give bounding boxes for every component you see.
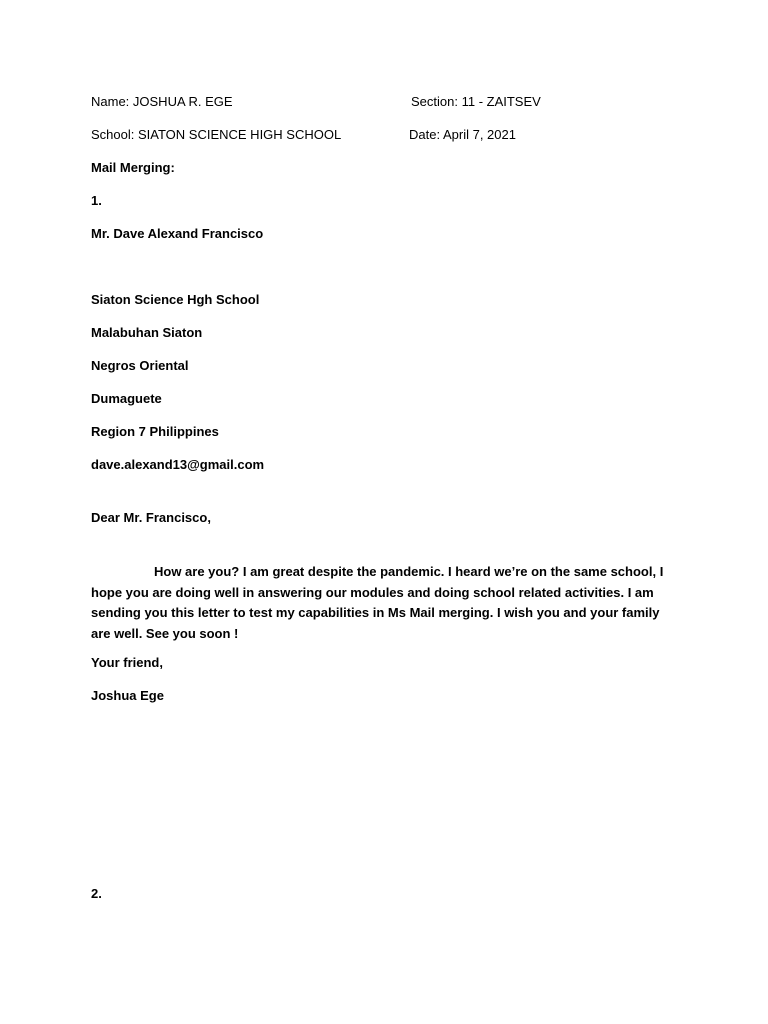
student-name: Name: JOSHUA R. EGE [91,94,233,109]
student-school: School: SIATON SCIENCE HIGH SCHOOL [91,127,342,142]
address-line-region: Region 7 Philippines [91,424,219,439]
address-line-school: Siaton Science Hgh School [91,292,260,307]
student-section: Section: 11 - ZAITSEV [411,94,541,109]
address-line-province: Negros Oriental [91,358,189,373]
recipient-name: Mr. Dave Alexand Francisco [91,226,264,241]
section-heading: Mail Merging: [91,160,175,175]
document-date: Date: April 7, 2021 [409,127,516,142]
closing: Your friend, [91,655,163,670]
item-number-2: 2. [91,886,102,901]
item-number-1: 1. [91,193,102,208]
salutation: Dear Mr. Francisco, [91,510,211,525]
address-line-barangay: Malabuhan Siaton [91,325,203,340]
signature-name: Joshua Ege [91,688,164,703]
letter-body: How are you? I am great despite the pandemic. I heard we’re on the same school, I hope you are doing well in answering our modules and doing school related activities. I am sending you this letter to test my capabilities in Ms Mail merging. I wish you and your family are well. See you soon ! [91,564,664,641]
address-line-city: Dumaguete [91,391,162,406]
recipient-email: dave.alexand13@gmail.com [91,457,265,472]
